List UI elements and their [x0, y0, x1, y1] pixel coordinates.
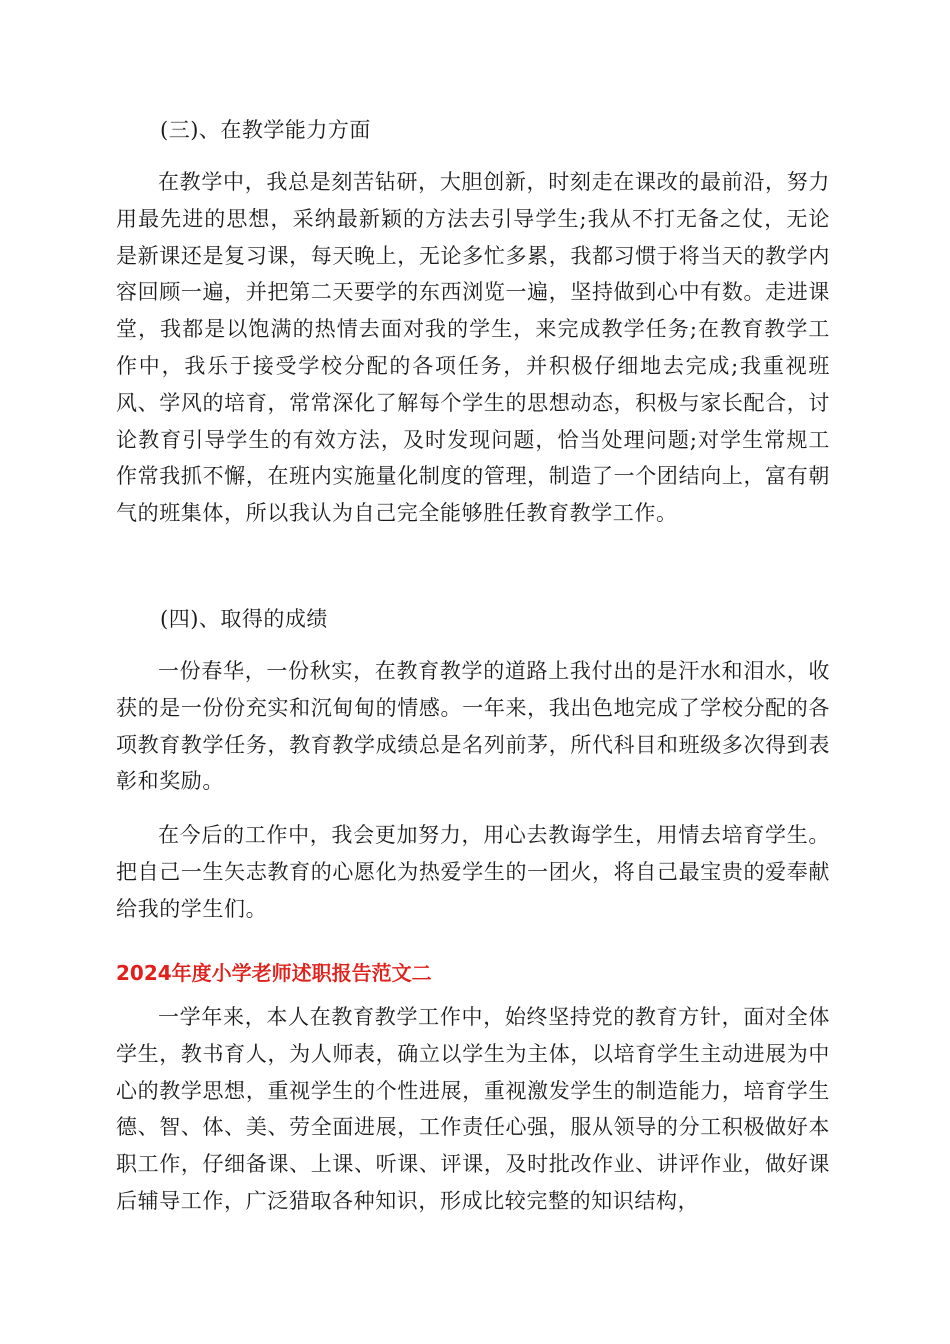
paragraph-future-work: 在今后的工作中，我会更加努力，用心去教诲学生，用情去培育学生。把自己一生矢志教育的心愿化为热爱学生的一团火，将自己最宝贵的爱奉献给我的学生们。: [116, 823, 830, 921]
section-heading-teaching-ability: (三)、在教学能力方面: [160, 118, 371, 142]
article-title: 2024年度小学老师述职报告范文二: [116, 961, 432, 985]
section-heading-achievements: (四)、取得的成绩: [160, 607, 328, 631]
paragraph-achievements: 一份春华，一份秋实，在教育教学的道路上我付出的是汗水和泪水，收获的是一份份充实和沉甸甸的情感。一年来，我出色地完成了学校分配的各项教育教学任务，教育教学成绩总是名列前茅，所代科目和班级多次得到表彰和奖励。: [116, 659, 830, 794]
paragraph-article-two: 一学年来，本人在教育教学工作中，始终坚持党的教育方针，面对全体学生，教书育人，为人师表，确立以学生为主体，以培育学生主动进展为中心的教学思想，重视学生的个性进展，重视激发学生的制造能力，培育学生德、智、体、美、劳全面进展，工作责任心强，服从领导的分工积极做好本职工作，仔细备课、上课、听课、评课，及时批改作业、讲评作业，做好课后辅导工作，广泛猎取各种知识，形成比较完整的知识结构，: [116, 1005, 830, 1213]
paragraph-teaching-ability: 在教学中，我总是刻苦钻研，大胆创新，时刻走在课改的最前沿，努力用最先进的思想，采纳最新颖的方法去引导学生;我从不打无备之仗，无论是新课还是复习课，每天晚上，无论多忙多累，我都习惯于将当天的教学内容回顾一遍，并把第二天要学的东西浏览一遍，坚持做到心中有数。走进课堂，我都是以饱满的热情去面对我的学生，来完成教学任务;在教育教学工作中，我乐于接受学校分配的各项任务，并积极仔细地去完成;我重视班风、学风的培育，常常深化了解每个学生的思想动态，积极与家长配合，讨论教育引导学生的有效方法，及时发现问题，恰当处理问题;对学生常规工作常我抓不懈，在班内实施量化制度的管理，制造了一个团结向上，富有朝气的班集体，所以我认为自己完全能够胜任教育教学工作。: [116, 170, 830, 526]
